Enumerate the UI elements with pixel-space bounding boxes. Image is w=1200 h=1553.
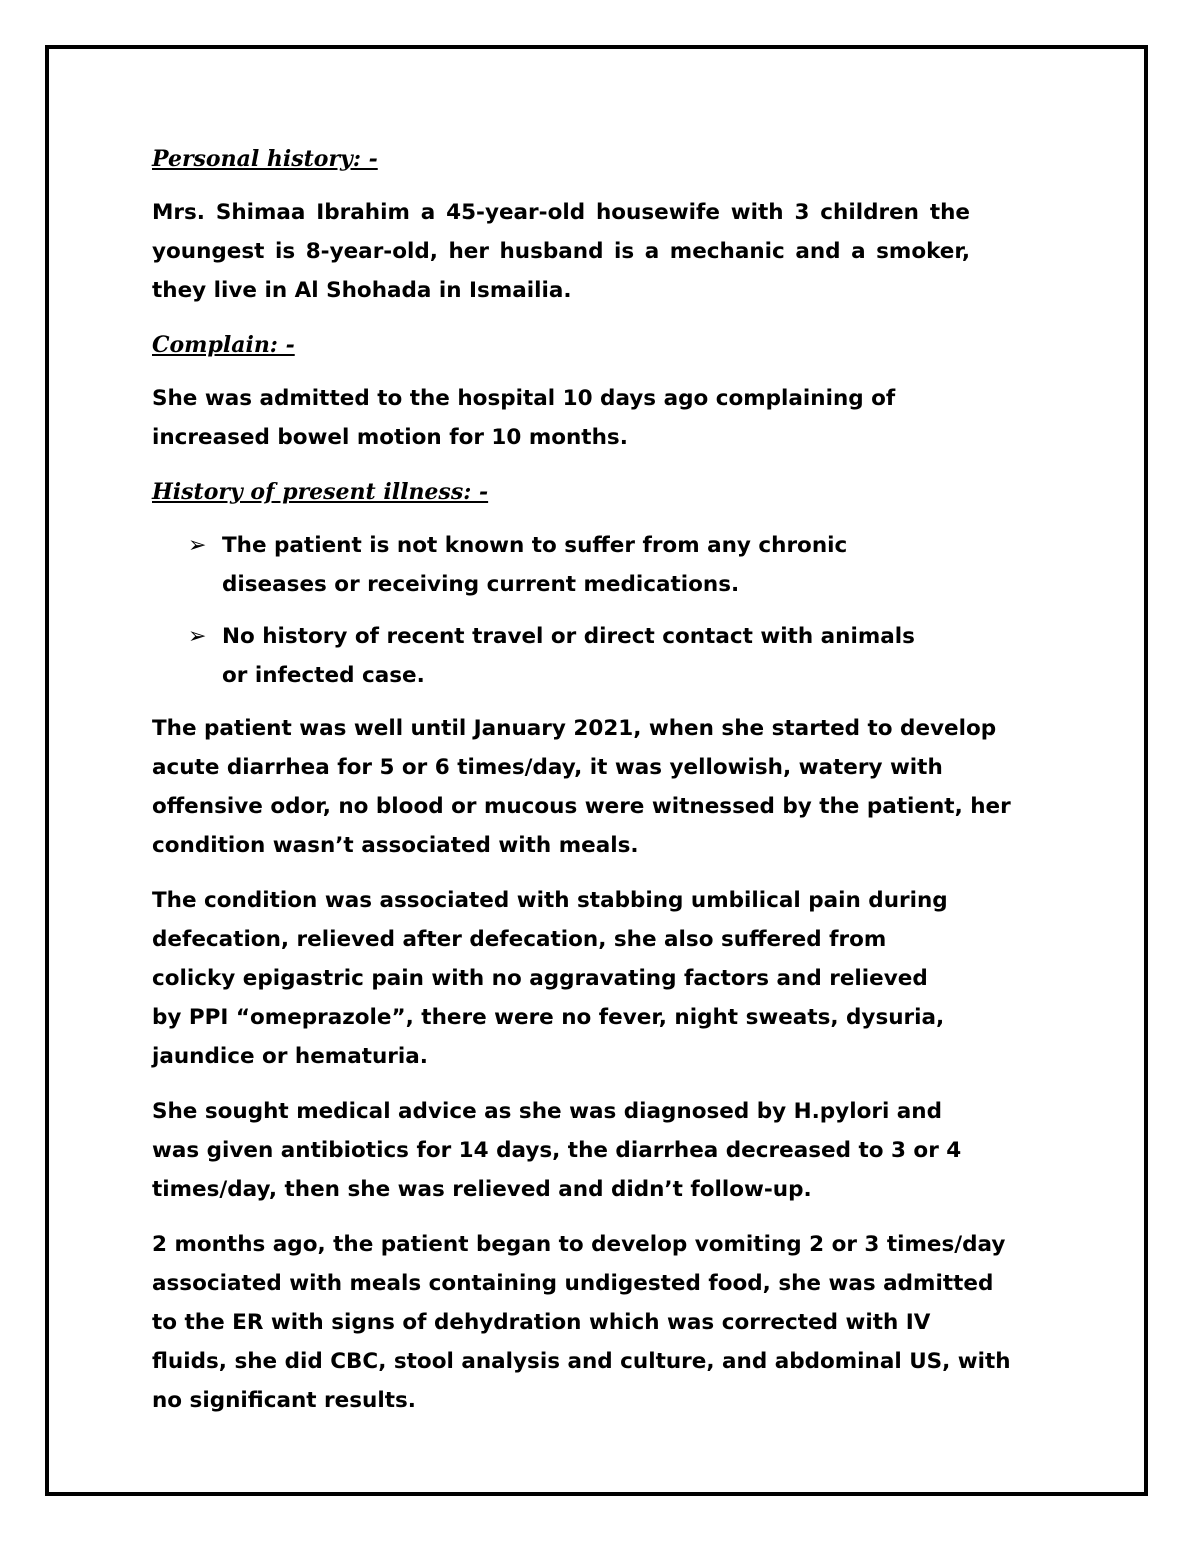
list-item [152,526,952,604]
personal-history-heading: Personal history: - [152,146,378,172]
hpi-paragraph: The condition was associated with stabbing umbilical pain during defecation, relieved after defecation, she also suffered from colicky epigastric pain with no aggravating factors and relieved by PPI “omeprazole”, there were no fever, night sweats, dysuria, jaundice or hematuria. [152,888,948,1069]
hpi-paragraph: She sought medical advice as she was diagnosed by H.pylori and was given antibiotics for 14 days, the diarrhea decreased to 3 or 4 times/day, then she was relieved and didn’t follow-up. [152,1099,962,1202]
personal-history-text: Mrs. Shimaa Ibrahim a 45-year-old housewife with 3 children the youngest is 8-year-old, her husband is a mechanic and a smoker, they live in Al Shohada in Ismailia. [152,200,970,303]
arrowhead-bullet-icon: ➢ [188,624,207,649]
arrowhead-bullet-icon: ➢ [188,533,207,558]
complain-heading: Complain: - [152,332,295,358]
hpi-heading: History of present illness: - [152,479,489,505]
hpi-paragraph: The patient was well until January 2021, when she started to develop acute diarrhea for 5 or 6 times/day, it was yellowish, watery with offensive odor, no blood or mucous were witnessed by the patient, her condition wasn’t associated with meals. [152,716,1011,858]
hpi-bullet-list [152,526,1032,695]
hpi-paragraph: 2 months ago, the patient began to develop vomiting 2 or 3 times/day associated with meals containing undigested food, she was admitted to the ER with signs of dehydration which was corrected with IV fluids, she did CBC, stool analysis and culture, and abdominal US, with no significant results. [152,1232,1011,1413]
document-body [152,140,1032,1436]
bullet-text: No history of recent travel or direct contact with animals or infected case. [222,624,915,688]
complain-text: She was admitted to the hospital 10 days ago complaining of increased bowel motion for 10 months. [152,386,896,450]
bullet-text: The patient is not known to suffer from any chronic diseases or receiving current medications. [222,533,848,597]
list-item [152,617,922,695]
